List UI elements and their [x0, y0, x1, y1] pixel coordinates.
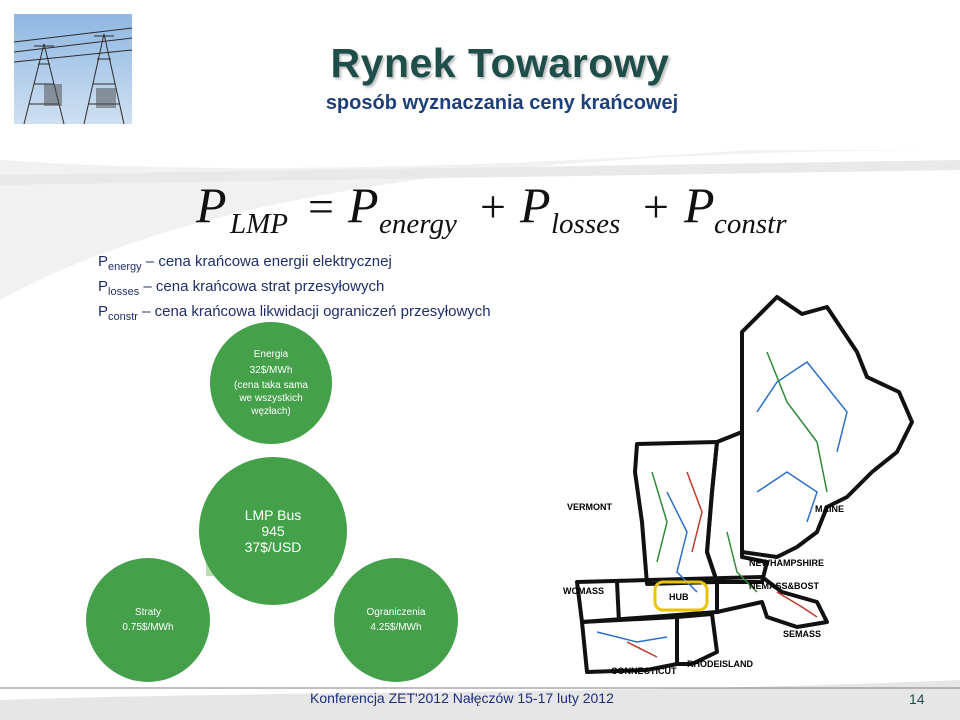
formula-term-2-sub: losses: [551, 208, 621, 240]
definition-symbol: P: [98, 253, 109, 270]
node-lmp-value: 37$/USD: [244, 539, 302, 555]
node-lmp-label: LMP Bus: [244, 507, 302, 523]
definition-symbol-sub: energy: [108, 261, 142, 273]
map-label-connecticut: CONNECTICUT: [611, 666, 677, 675]
lmp-formula: [196, 176, 816, 250]
node-constraints-label: Ograniczenia: [366, 607, 426, 618]
definition-text: – cena krańcowa energii elektrycznej: [141, 253, 392, 270]
map-transmission-line: [757, 362, 847, 452]
node-losses-value: 0.75$/MWh: [122, 622, 174, 633]
map-label-rhodeisland: RHODEISLAND: [687, 659, 754, 669]
map-transmission-line: [652, 472, 667, 562]
node-energy-note: we wszystkich: [239, 393, 303, 404]
node-energy: [210, 322, 332, 444]
definition-text: – cena krańcowa likwidacji ograniczeń przesyłowych: [137, 303, 491, 320]
node-energy-note: (cena taka sama: [234, 380, 308, 391]
map-label-wcmass: WCMASS: [563, 586, 604, 596]
node-lmp-id: 945: [261, 523, 285, 539]
definitions-list: [98, 252, 491, 327]
definition-energy: [98, 252, 491, 277]
map-region-vermont: [635, 442, 717, 584]
formula-term-1: P: [348, 177, 379, 233]
map-label-nemass: NEMASS&BOST: [749, 581, 820, 591]
node-losses: [86, 558, 210, 682]
formula-term-3: P: [684, 177, 715, 233]
map-region-maine: [742, 297, 912, 557]
map-transmission-line: [767, 352, 827, 492]
map-label-semass: SEMASS: [783, 629, 822, 639]
node-energy-note: węzłach): [251, 406, 291, 417]
node-energy-label: Energia: [253, 349, 289, 360]
map-label-newhampshire: NEWHAMPSHIRE: [749, 558, 825, 568]
slide-title: Rynek Towarowy: [330, 40, 670, 86]
page-number: 14: [909, 691, 925, 707]
formula-term-3-sub: constr: [714, 208, 787, 240]
definition-constr: [98, 302, 491, 327]
slide-footer: Konferencja ZET'2012 Nałęczów 15-17 luty 2012: [310, 690, 614, 706]
map-label-vermont: VERMONT: [567, 502, 612, 512]
formula-lhs: P: [196, 177, 227, 233]
map-drawing: [527, 292, 932, 675]
formula-plus-1: +: [480, 181, 506, 232]
map-label-hub: HUB: [669, 592, 689, 602]
map-label-maine: MAINE: [815, 504, 844, 514]
definition-symbol-sub: losses: [108, 286, 140, 298]
definition-losses: [98, 277, 491, 302]
formula-plus-2: +: [643, 181, 669, 232]
formula-term-2: P: [520, 177, 551, 233]
map-region-connecticut: [582, 617, 677, 672]
map-transmission-line: [627, 642, 657, 657]
node-constraints: [334, 558, 458, 682]
definition-symbol: P: [98, 278, 109, 295]
map-transmission-line: [687, 472, 702, 552]
definition-symbol-sub: constr: [108, 311, 138, 323]
map-transmission-line: [597, 632, 667, 642]
node-constraints-value: 4.25$/MWh: [370, 622, 422, 633]
formula-term-1-sub: energy: [379, 208, 457, 240]
node-losses-label: Straty: [134, 607, 162, 618]
definition-symbol: P: [98, 303, 109, 320]
map-boundary: [617, 582, 619, 622]
map-transmission-line: [757, 472, 817, 522]
map-region-rhodeisland: [677, 614, 717, 664]
formula-equals: =: [308, 181, 334, 232]
node-energy-value: 32$/MWh: [249, 365, 293, 376]
new-england-map: [527, 292, 932, 675]
power-lines-photo: [14, 14, 132, 124]
slide-subtitle: sposób wyznaczania ceny krańcowej: [325, 92, 679, 114]
node-lmp-bus: [199, 457, 347, 605]
formula-lhs-sub: LMP: [230, 208, 288, 240]
definition-text: – cena krańcowa strat przesyłowych: [139, 278, 385, 295]
